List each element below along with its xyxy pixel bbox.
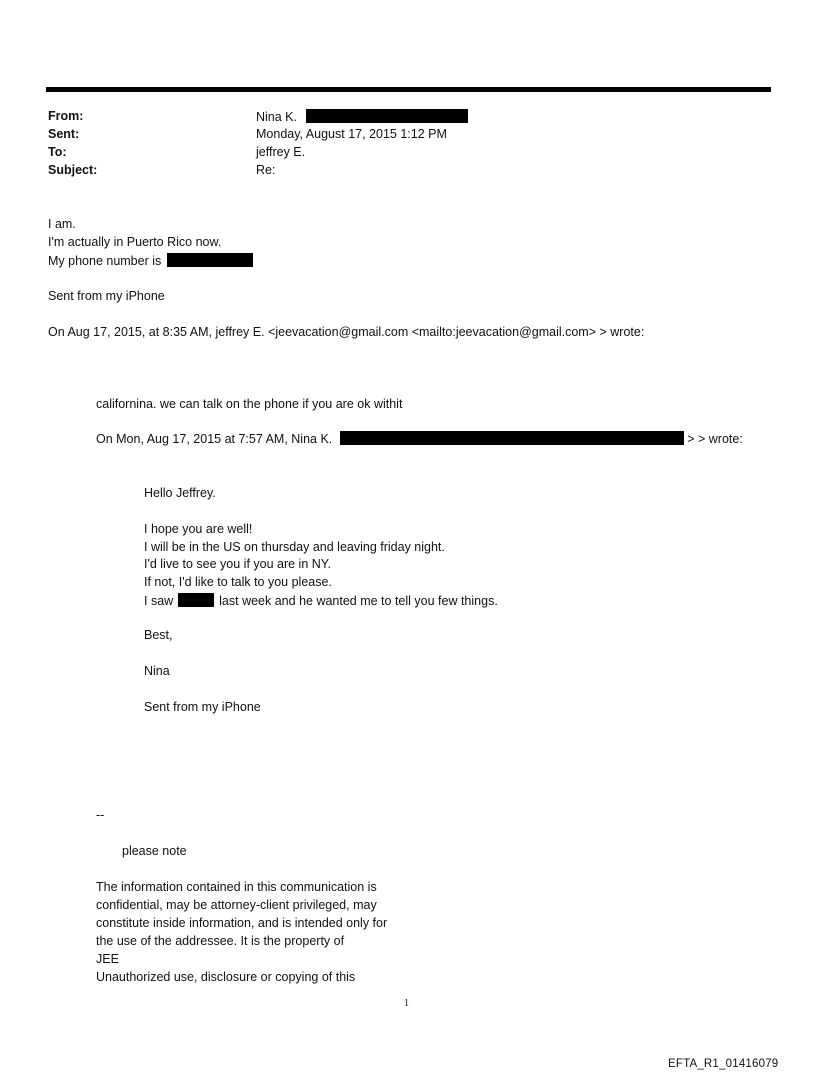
attribution-end: > > wrote:	[687, 432, 743, 446]
quoted-signature: Sent from my iPhone	[144, 700, 261, 714]
reply-line: I'm actually in Puerto Rico now.	[48, 235, 222, 249]
quoted-closing: Best,	[144, 628, 173, 642]
redaction-box	[178, 593, 214, 607]
redaction-box	[306, 109, 468, 123]
disclaimer-line: constitute inside information, and is intended only for	[96, 916, 388, 930]
to-label: To:	[48, 145, 67, 159]
attribution-start: On Mon, Aug 17, 2015 at 7:57 AM, Nina K.	[96, 432, 333, 446]
saw-start: I saw	[144, 594, 174, 608]
quote-attribution: On Aug 17, 2015, at 8:35 AM, jeffrey E. <jeevacation@gmail.com <mailto:jeevacation@gmail.com> > wrote:	[48, 325, 645, 339]
phone-number-text: My phone number is	[48, 254, 162, 268]
reply-line	[48, 253, 253, 269]
saw-end: last week and he wanted me to tell you few things.	[219, 594, 498, 608]
quote-attribution	[96, 431, 743, 447]
quoted-line: I will be in the US on thursday and leaving friday night.	[144, 540, 445, 554]
quoted-greeting: Hello Jeffrey.	[144, 486, 216, 500]
disclaimer-line: confidential, may be attorney-client privileged, may	[96, 898, 377, 912]
from-name: Nina K.	[256, 110, 297, 124]
subject-value: Re:	[256, 163, 276, 177]
reply-line: I am.	[48, 217, 76, 231]
sent-label: Sent:	[48, 127, 80, 141]
redaction-box	[340, 431, 684, 445]
quoted-line	[144, 593, 498, 609]
from-value	[256, 109, 468, 125]
quoted-line: I hope you are well!	[144, 522, 253, 536]
disclaimer-line: Unauthorized use, disclosure or copying of this	[96, 970, 356, 984]
to-value: jeffrey E.	[256, 145, 306, 159]
reply-signature: Sent from my iPhone	[48, 289, 165, 303]
redaction-box	[167, 253, 253, 267]
header-rule	[46, 87, 771, 92]
from-label: From:	[48, 109, 84, 123]
quoted-name: Nina	[144, 664, 170, 678]
sent-value: Monday, August 17, 2015 1:12 PM	[256, 127, 447, 141]
please-note: please note	[122, 844, 187, 858]
disclaimer-line: JEE	[96, 952, 119, 966]
document-id: EFTA_R1_01416079	[668, 1058, 779, 1070]
disclaimer-line: The information contained in this communication is	[96, 880, 377, 894]
quoted-line: I'd live to see you if you are in NY.	[144, 557, 331, 571]
subject-label: Subject:	[48, 163, 98, 177]
page-number: 1	[404, 998, 409, 1009]
quoted-line: If not, I'd like to talk to you please.	[144, 575, 332, 589]
signature-separator: --	[96, 808, 105, 822]
disclaimer-line: the use of the addressee. It is the property of	[96, 934, 345, 948]
quoted-message: californina. we can talk on the phone if you are ok withit	[96, 397, 403, 411]
